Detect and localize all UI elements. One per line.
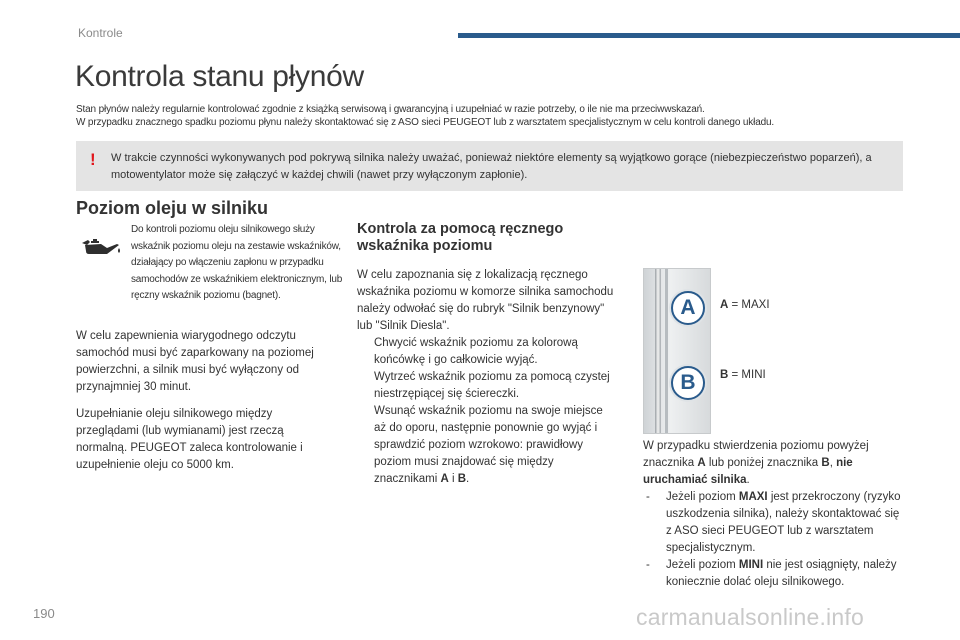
legend-a-letter: A <box>720 299 729 311</box>
mark-b-badge: B <box>671 366 705 400</box>
dipstick-illustration <box>643 268 711 434</box>
dash-bullet: - <box>646 491 650 503</box>
dipstick-rod <box>655 269 661 433</box>
intro-text <box>76 103 916 129</box>
legend-b-letter: B <box>720 369 729 381</box>
p1-mark-a: A <box>697 457 706 469</box>
list-item <box>643 489 903 557</box>
i2-mini: MINI <box>738 559 764 571</box>
p1-end: . <box>746 474 750 486</box>
legend-a-text: = MAXI <box>728 299 770 311</box>
p1-mark-b: B <box>821 457 830 469</box>
step-2-text: Wytrzeć wskaźnik poziomu za pomocą czystej niestrzępiącej się ściereczki. <box>374 371 610 400</box>
step-3-end: . <box>466 473 470 485</box>
watermark: carmanualsonline.info <box>636 604 864 630</box>
list-item <box>357 335 617 369</box>
step-3-mid: i <box>448 473 458 485</box>
section-label: Kontrole <box>78 26 123 40</box>
manual-dipstick-heading: Kontrola za pomocą ręcznego wskaźnika poziomu <box>357 221 564 254</box>
header-accent-bar <box>458 33 960 38</box>
page-number: 190 <box>33 606 55 621</box>
list-item <box>357 369 617 403</box>
oil-reading-conditions: W celu zapewnienia wiarygodnego odczytu samochód musi być zaparkowany na poziomej powierzchni, a silnik musi być wyłączony od przynajmniej 30 minut. <box>76 330 314 393</box>
warning-text: W trakcie czynności wykonywanych pod pokrywą silnika należy uważać, ponieważ niektóre elementy są wyjątkowo gorące (niebezpieczeństwo poparzeń), a motowentylator może się załączyć w każdej chwili (nawet przy wyłączonym zapłonie). <box>111 152 872 181</box>
i2-post: nie jest osiągnięty, należy koniecznie dolać oleju silnikowego. <box>666 559 897 588</box>
list-item <box>357 403 617 488</box>
oil-can-icon <box>79 237 123 259</box>
step-1-text: Chwycić wskaźnik poziomu za kolorową końcówkę i go całkowicie wyjąć. <box>374 337 578 366</box>
legend-b-text: = MINI <box>728 369 766 381</box>
dipstick-rod-edge <box>665 269 668 433</box>
level-out-of-range-text <box>643 438 903 489</box>
manual-intro: W celu zapoznania się z lokalizacją ręcznego wskaźnika poziomu w komorze silnika samochodu należy odwołać się do rubryk "Silnik benzynowy" lub "Silnik Diesla". <box>357 269 614 332</box>
mark-b-ref: B <box>457 473 467 485</box>
p1-do-not-start: nie uruchamiać silnika <box>643 457 853 486</box>
page-title: Kontrola stanu płynów <box>75 60 364 93</box>
manual-dipstick-instructions <box>357 267 617 488</box>
i1-pre: Jeżeli poziom <box>666 491 739 503</box>
legend-b-mini <box>720 369 766 381</box>
legend-a-maxi <box>720 299 770 311</box>
p1-mid: lub poniżej znacznika <box>705 457 822 469</box>
i1-post: jest przekroczony (ryzyko uszkodzenia silnika), należy skontaktować się z ASO sieci PEUGEOT lub z warsztatem specjalistycznym. <box>666 491 901 554</box>
maxi-exceeded-text <box>666 491 901 554</box>
p1-text: W przypadku stwierdzenia poziomu powyżej znacznika <box>643 440 869 469</box>
intro-line-1: Stan płynów należy regularnie kontrolować zgodnie z książką serwisową i gwarancyjną i uzupełniać w razie potrzeby, o ile nie ma przeciwwskazań. <box>76 104 705 115</box>
i2-pre: Jeżeli poziom <box>666 559 739 571</box>
oil-topup-note: Uzupełnianie oleju silnikowego między przeglądami (lub wymianami) jest rzeczą normalną. PEUGEOT zaleca kontrolowanie i uzupełnienie oleju co 5000 km. <box>76 408 303 471</box>
oil-indicator-description: Do kontroli poziomu oleju silnikowego służy wskaźnik poziomu oleju na zestawie wskaźników, działający po włączeniu zapłonu w przypadku samochodów ze wskaźnikiem elektronicznym, lub ręczny wskaźnik poziomu (bagnet). <box>131 224 343 301</box>
list-item <box>643 557 903 591</box>
dash-bullet: - <box>646 559 650 571</box>
intro-line-2: W przypadku znacznego spadku poziomu płynu należy skontaktować się z ASO sieci PEUGEOT lub z warsztatem specjalistycznym w celu kontroli danego układu. <box>76 117 775 128</box>
step-3-text <box>374 405 603 485</box>
mark-a-ref: A <box>440 473 449 485</box>
oil-level-heading: Poziom oleju w silniku <box>76 198 269 218</box>
level-warning-instructions <box>643 438 903 591</box>
mark-a-badge: A <box>671 291 705 325</box>
p1-sep: , <box>829 457 837 469</box>
mini-not-reached-text <box>666 559 897 588</box>
step-3-pre: Wsunąć wskaźnik poziomu na swoje miejsce aż do oporu, następnie ponownie go wyjąć i sprawdzić poziom wzrokowo: prawidłowy poziom musi znajdować się między znacznikami <box>374 405 603 485</box>
i1-maxi: MAXI <box>738 491 768 503</box>
warning-icon: ! <box>90 150 96 169</box>
warning-box <box>76 141 903 191</box>
